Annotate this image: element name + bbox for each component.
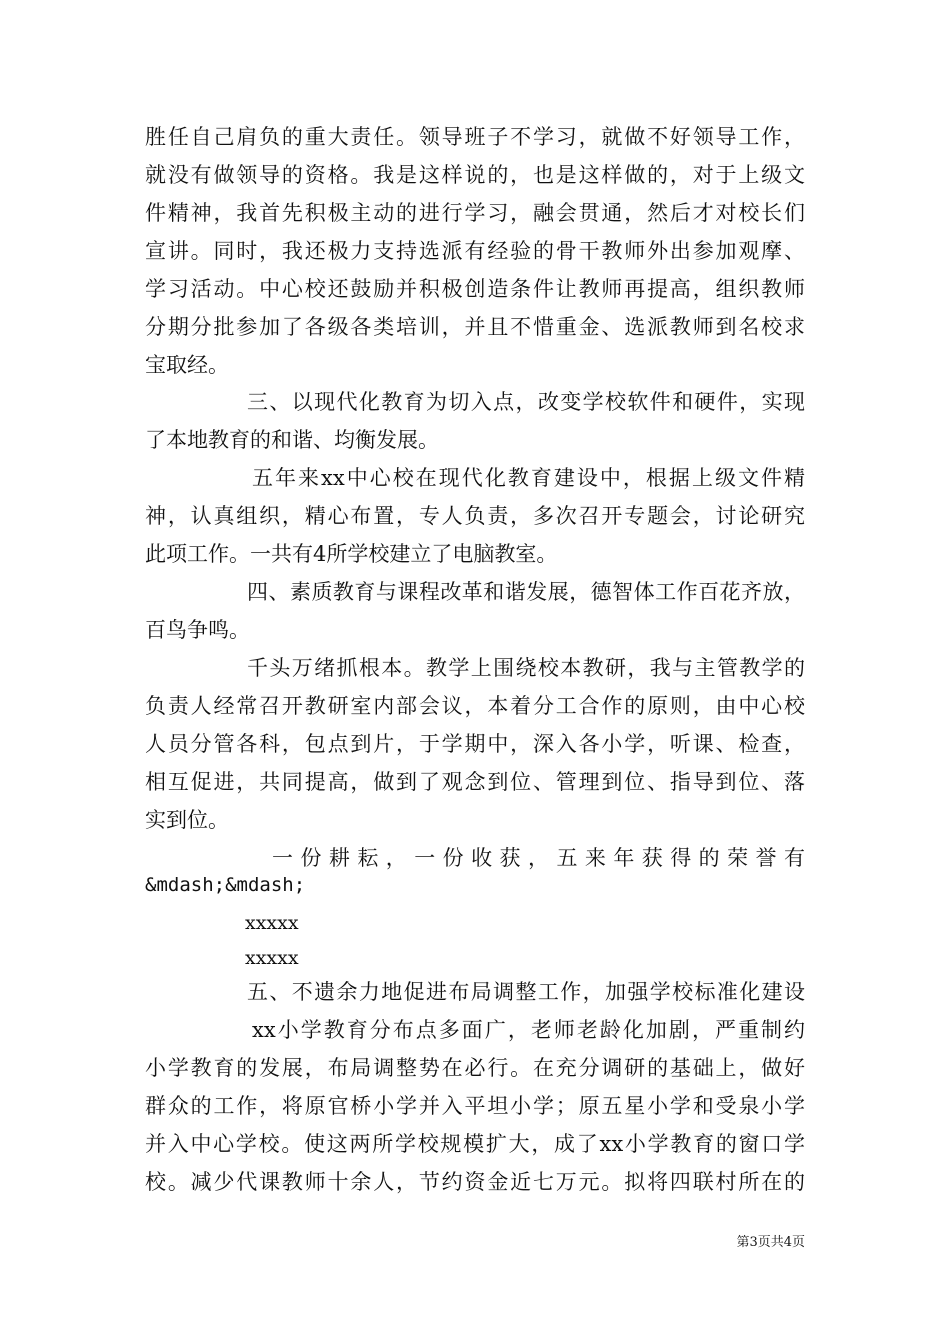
text-line: 相互促进，共同提高，做到了观念到位、管理到位、指导到位、落 <box>145 770 805 794</box>
text-line: 神，认真组织，精心布置，专人负责，多次召开专题会，讨论研究 <box>145 504 805 528</box>
text-line: 分期分批参加了各级各类培训，并且不惜重金、选派教师到名校求 <box>145 315 805 339</box>
text-line: 胜任自己肩负的重大责任。领导班子不学习，就做不好领导工作， <box>145 125 805 149</box>
text-line: xxxxx <box>245 912 299 934</box>
page-number-footer: 第3页共4页 <box>736 1235 805 1250</box>
text-line: 一份耕耘，一份收获，五来年获得的荣誉有 <box>272 846 805 870</box>
text-line: 并入中心学校。使这两所学校规模扩大，成了xx小学教育的窗口学 <box>145 1132 805 1156</box>
text-line: &mdash;&mdash; <box>145 874 306 896</box>
text-line: 群众的工作，将原官桥小学并入平坦小学；原五星小学和受泉小学 <box>145 1094 805 1118</box>
text-line: 小学教育的发展，布局调整势在必行。在充分调研的基础上，做好 <box>145 1056 805 1080</box>
text-line: 负责人经常召开教研室内部会议，本着分工合作的原则，由中心校 <box>145 694 805 718</box>
text-line: 宣讲。同时，我还极力支持选派有经验的骨干教师外出参加观摩、 <box>145 239 805 263</box>
text-line: xx小学教育分布点多面广，老师老龄化加剧，严重制约 <box>252 1018 805 1042</box>
text-line: 人员分管各科，包点到片，于学期中，深入各小学，听课、检查， <box>145 732 805 756</box>
text-line: 学习活动。中心校还鼓励并积极创造条件让教师再提高，组织教师 <box>145 277 805 301</box>
text-line: 就没有做领导的资格。我是这样说的，也是这样做的，对于上级文 <box>145 163 805 187</box>
text-line: 此项工作。一共有4所学校建立了电脑教室。 <box>145 542 558 566</box>
text-line: 百鸟争鸣。 <box>145 618 250 642</box>
text-line: 件精神，我首先积极主动的进行学习，融会贯通，然后才对校长们 <box>145 201 805 225</box>
section-heading-line: 四、素质教育与课程改革和谐发展，德智体工作百花齐放， <box>247 580 805 604</box>
text-line: 校。减少代课教师十余人，节约资金近七万元。拟将四联村所在的 <box>145 1170 805 1194</box>
text-line: xxxxx <box>245 947 299 969</box>
text-line: 五年来xx中心校在现代化教育建设中，根据上级文件精 <box>252 466 805 490</box>
section-heading-line: 五、不遗余力地促进布局调整工作，加强学校标准化建设 <box>247 980 805 1004</box>
section-heading-line: 三、以现代化教育为切入点，改变学校软件和硬件，实现 <box>247 390 805 414</box>
text-line: 宝取经。 <box>145 353 229 377</box>
text-line: 千头万绪抓根本。教学上围绕校本教研，我与主管教学的 <box>247 656 805 680</box>
text-line: 实到位。 <box>145 808 229 832</box>
text-line: 了本地教育的和谐、均衡发展。 <box>145 428 439 452</box>
